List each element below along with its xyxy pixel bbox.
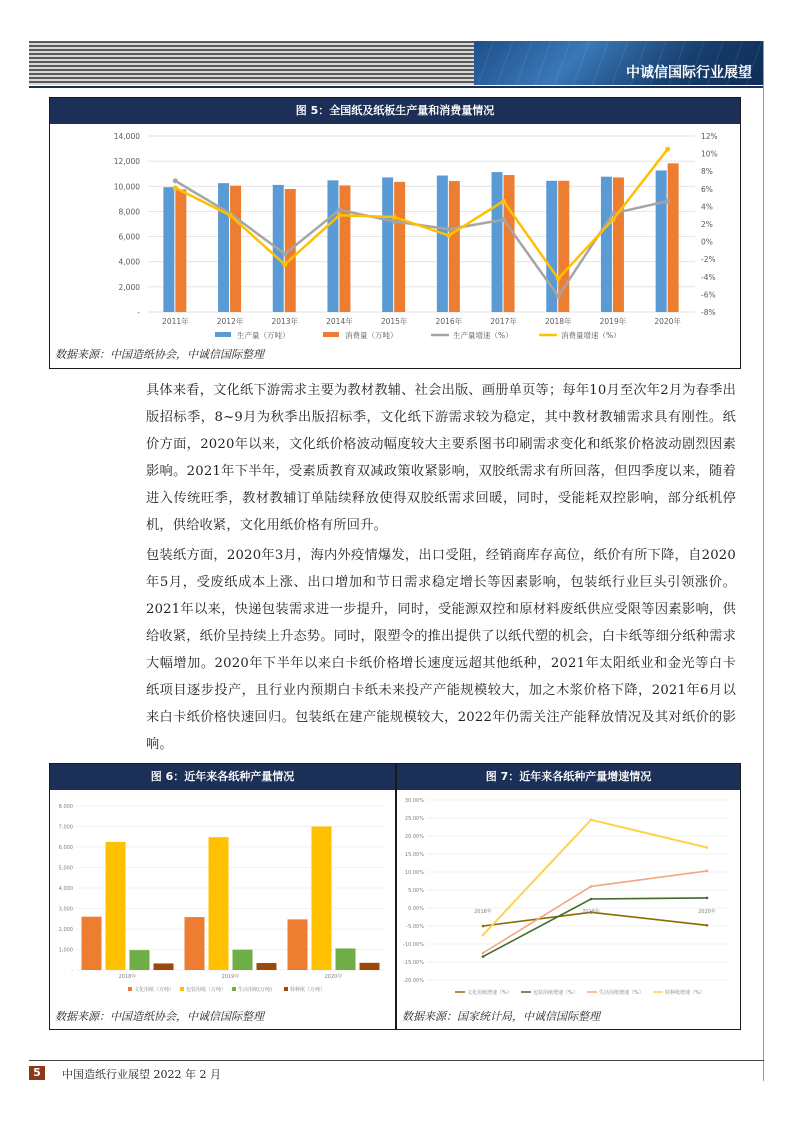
figure-7-source: 数据来源：国家统计局，中诚信国际整理 bbox=[402, 1010, 600, 1023]
bar-culture-paper bbox=[82, 917, 102, 970]
x-tick-label: 2015年 bbox=[380, 317, 408, 326]
x-tick-label: 2018年 bbox=[118, 974, 137, 980]
bar-production bbox=[382, 177, 393, 312]
line-point bbox=[482, 925, 485, 928]
y-tick: -5.00% bbox=[406, 924, 424, 930]
body-text bbox=[146, 377, 736, 539]
x-tick-label: 2017年 bbox=[490, 317, 517, 326]
x-tick-label: 2019年 bbox=[599, 317, 627, 326]
y-tick: 20.00% bbox=[404, 834, 424, 840]
line-point bbox=[590, 885, 593, 888]
line-point bbox=[482, 952, 485, 955]
chart-5 bbox=[50, 124, 740, 342]
figure-5-source: 数据来源：中国造纸协会，中诚信国际整理 bbox=[55, 348, 264, 361]
footer-text: 中国造纸行业展望 2022 年 2 月 bbox=[62, 1068, 221, 1081]
y-tick: 6,000 bbox=[58, 845, 73, 851]
line-point bbox=[501, 217, 506, 222]
y-left-tick: - bbox=[137, 308, 140, 317]
x-tick-label: 2018年 bbox=[474, 909, 492, 915]
bar-packaging-paper bbox=[209, 837, 229, 970]
header-title: 中诚信国际行业展望 bbox=[626, 65, 752, 81]
bar-production bbox=[601, 177, 612, 312]
figure-6-title: 图 6：近年来各纸种产量情况 bbox=[50, 764, 395, 790]
footer-divider bbox=[29, 1060, 764, 1061]
legend-label: 包装用纸（万吨） bbox=[186, 987, 227, 993]
bar-culture-paper bbox=[185, 917, 205, 970]
bar-consumption bbox=[449, 181, 460, 312]
chart-6 bbox=[50, 790, 395, 1002]
legend-label: 生产量（万吨） bbox=[237, 331, 290, 340]
legend-label: 包装用纸增速（%） bbox=[533, 990, 578, 996]
bar-consumption bbox=[175, 189, 186, 312]
y-right-tick: 0% bbox=[701, 237, 713, 247]
legend-swatch bbox=[284, 987, 288, 991]
page-right-rule bbox=[763, 41, 764, 1081]
line-point bbox=[482, 955, 485, 958]
bar-consumption bbox=[230, 186, 241, 312]
bar-packaging-paper bbox=[106, 842, 126, 970]
y-left-tick: 8,000 bbox=[118, 207, 140, 217]
x-tick-label: 2020年 bbox=[654, 317, 681, 326]
legend-label: 特种纸增速（%） bbox=[665, 990, 705, 996]
line-point bbox=[392, 219, 397, 224]
line-point bbox=[446, 227, 451, 232]
y-left-tick: 4,000 bbox=[118, 257, 140, 267]
y-right-tick: -4% bbox=[701, 272, 716, 282]
series-line-consumption-growth bbox=[175, 149, 667, 278]
header-divider bbox=[29, 86, 764, 88]
line-point bbox=[665, 199, 670, 204]
y-tick: 4,000 bbox=[58, 886, 73, 892]
y-right-tick: 12% bbox=[701, 132, 718, 141]
bar-production bbox=[163, 187, 174, 312]
y-tick: 30.00% bbox=[404, 798, 424, 804]
y-right-tick: 4% bbox=[701, 202, 713, 212]
line-point bbox=[282, 251, 287, 256]
figure-6 bbox=[49, 763, 396, 1030]
y-tick: -20.00% bbox=[403, 978, 424, 984]
y-tick: 2,000 bbox=[58, 927, 73, 933]
line-point bbox=[228, 213, 233, 218]
bar-specialty-paper bbox=[154, 963, 174, 970]
y-right-tick: 2% bbox=[701, 220, 713, 229]
line-point bbox=[482, 934, 485, 937]
legend-label: 生活用纸增速（%） bbox=[599, 990, 644, 996]
y-tick: -15.00% bbox=[403, 960, 424, 966]
bar-household-paper bbox=[233, 950, 253, 970]
bar-consumption bbox=[339, 185, 350, 312]
y-tick: 25.00% bbox=[404, 816, 424, 822]
y-tick: 7,000 bbox=[58, 824, 73, 831]
bar-production bbox=[656, 170, 667, 312]
y-tick: - bbox=[71, 968, 73, 974]
line-point bbox=[610, 217, 615, 222]
y-tick: 8,000 bbox=[58, 804, 73, 810]
y-tick: 10.00% bbox=[404, 870, 424, 876]
legend-label: 文化用纸（万吨） bbox=[134, 987, 175, 993]
y-right-tick: 8% bbox=[701, 167, 713, 177]
bar-specialty-paper bbox=[257, 963, 277, 970]
chart-7 bbox=[397, 790, 740, 1002]
line-point bbox=[590, 898, 593, 901]
y-right-tick: 6% bbox=[701, 184, 713, 194]
line-point bbox=[706, 897, 709, 900]
x-tick-label: 2020年 bbox=[324, 974, 343, 980]
y-tick: 0.00% bbox=[408, 906, 424, 912]
legend-label: 文化用纸增速（%） bbox=[467, 990, 512, 996]
x-tick-label: 2013年 bbox=[271, 317, 299, 326]
page-number: 5 bbox=[29, 1066, 45, 1080]
line-point bbox=[706, 846, 709, 849]
line-point bbox=[556, 276, 561, 281]
bar-household-paper bbox=[130, 950, 150, 970]
y-tick: -10.00% bbox=[403, 942, 424, 948]
body-text-2 bbox=[146, 542, 736, 758]
paragraph-2: 包装纸方面，2020年3月，海内外疫情爆发，出口受阻，经销商库存高位，纸价有所下降，自2020年5月，受废纸成本上涨、出口增加和节日需求稳定增长等因素影响，包装纸行业巨头引领涨价。2021年以来，快递包装需求进一步提升，同时，受能源双控和原材料废纸供应受限等因素影响，供给收紧，纸价呈持续上升态势。同时，限塑令的推出提供了以纸代塑的机会，白卡纸等细分纸种需求大幅增加。2020年下半年以来白卡纸价格增长速度远超其他纸种，2021年太阳纸业和金光等白卡纸项目逐步投产，且行业内预期白卡纸未来投产产能规模较大，加之木浆价格下降，2021年6月以来白卡纸价格快速回归。包装纸在建产能规模较大，2022年仍需关注产能释放情况及其对纸价的影响。 bbox=[146, 548, 736, 752]
header-banner bbox=[474, 41, 764, 85]
line-point bbox=[610, 211, 615, 216]
legend-label: 消费量增速（%） bbox=[561, 331, 621, 340]
bar-specialty-paper bbox=[360, 963, 380, 970]
legend-label: 消费量（万吨） bbox=[345, 331, 398, 340]
y-right-tick: 10% bbox=[701, 149, 718, 159]
y-right-tick: -6% bbox=[701, 290, 716, 300]
bar-packaging-paper bbox=[312, 827, 332, 971]
x-tick-label: 2018年 bbox=[544, 317, 572, 326]
legend-swatch bbox=[323, 332, 339, 337]
x-tick-label: 2012年 bbox=[216, 317, 244, 326]
line-point bbox=[173, 185, 178, 190]
line-point bbox=[590, 819, 593, 822]
line-point bbox=[501, 199, 506, 204]
bar-production bbox=[492, 172, 503, 312]
y-right-tick: -2% bbox=[701, 255, 716, 265]
series-line-specialty-paper bbox=[483, 820, 707, 935]
line-point bbox=[706, 870, 709, 873]
y-left-tick: 12,000 bbox=[113, 157, 140, 167]
bar-consumption bbox=[394, 182, 405, 312]
figure-7-title: 图 7：近年来各纸种产量增速情况 bbox=[397, 764, 740, 790]
line-point bbox=[392, 214, 397, 219]
line-point bbox=[282, 262, 287, 267]
line-point bbox=[173, 178, 178, 183]
bar-consumption bbox=[668, 163, 679, 312]
bar-culture-paper bbox=[288, 919, 308, 970]
x-tick-label: 2014年 bbox=[326, 317, 353, 326]
figure-6-source: 数据来源：中国造纸协会，中诚信国际整理 bbox=[55, 1010, 264, 1023]
legend-swatch bbox=[180, 987, 184, 991]
legend-label: 特种纸（万吨） bbox=[290, 987, 326, 993]
y-left-tick: 10,000 bbox=[113, 182, 140, 192]
legend-swatch bbox=[215, 332, 231, 337]
legend-swatch bbox=[232, 987, 236, 991]
y-tick: 15.00% bbox=[404, 852, 424, 858]
y-tick: 1,000 bbox=[58, 947, 73, 954]
bar-production bbox=[218, 183, 229, 312]
y-tick: 3,000 bbox=[58, 906, 73, 913]
paragraph-1: 具体来看，文化纸下游需求主要为教材教辅、社会出版、画册单页等；每年10月至次年2月为春季出版招标季，8~9月为秋季出版招标季，文化纸下游需求较为稳定，其中教材教辅需求具有刚性。纸价方面，2020年以来，文化纸价格波动幅度较大主要系图书印刷需求变化和纸浆价格波动剧烈因素影响。2021年下半年，受素质教育双减政策收紧影响，双胶纸需求有所回落，但四季度以来，随着进入传统旺季，教材教辅订单陆续释放使得双胶纸需求回暖，同时，受能耗双控影响，部分纸机停机，供给收紧，文化用纸价格有所回升。 bbox=[146, 383, 736, 533]
bar-consumption bbox=[504, 175, 515, 312]
line-point bbox=[337, 207, 342, 212]
x-tick-label: 2020年 bbox=[698, 909, 716, 915]
header-stripes bbox=[29, 41, 474, 85]
line-point bbox=[665, 147, 670, 152]
x-tick-label: 2016年 bbox=[435, 317, 463, 326]
figure-5 bbox=[49, 97, 741, 369]
legend-label: 生产量增速（%） bbox=[453, 331, 513, 340]
bar-production bbox=[437, 176, 448, 312]
y-left-tick: 6,000 bbox=[118, 232, 140, 242]
legend-swatch bbox=[128, 987, 132, 991]
figure-7 bbox=[396, 763, 741, 1030]
line-point bbox=[556, 294, 561, 299]
y-left-tick: 2,000 bbox=[118, 282, 140, 292]
y-tick: 5,000 bbox=[58, 865, 73, 872]
series-line-packaging-paper bbox=[483, 898, 707, 957]
y-left-tick: 14,000 bbox=[113, 132, 140, 141]
bar-consumption bbox=[613, 177, 624, 312]
x-tick-label: 2019年 bbox=[221, 974, 240, 980]
bar-production bbox=[327, 180, 338, 312]
line-point bbox=[706, 924, 709, 927]
y-tick: 5.00% bbox=[408, 888, 424, 894]
figure-5-title: 图 5：全国纸及纸板生产量和消费量情况 bbox=[50, 98, 740, 124]
x-tick-label: 2019年 bbox=[582, 909, 600, 915]
y-right-tick: -8% bbox=[701, 308, 716, 317]
line-point bbox=[446, 233, 451, 238]
x-tick-label: 2011年 bbox=[162, 317, 189, 326]
legend-label: 生活用纸(万吨) bbox=[238, 987, 272, 993]
bar-household-paper bbox=[336, 948, 356, 970]
line-point bbox=[337, 213, 342, 218]
